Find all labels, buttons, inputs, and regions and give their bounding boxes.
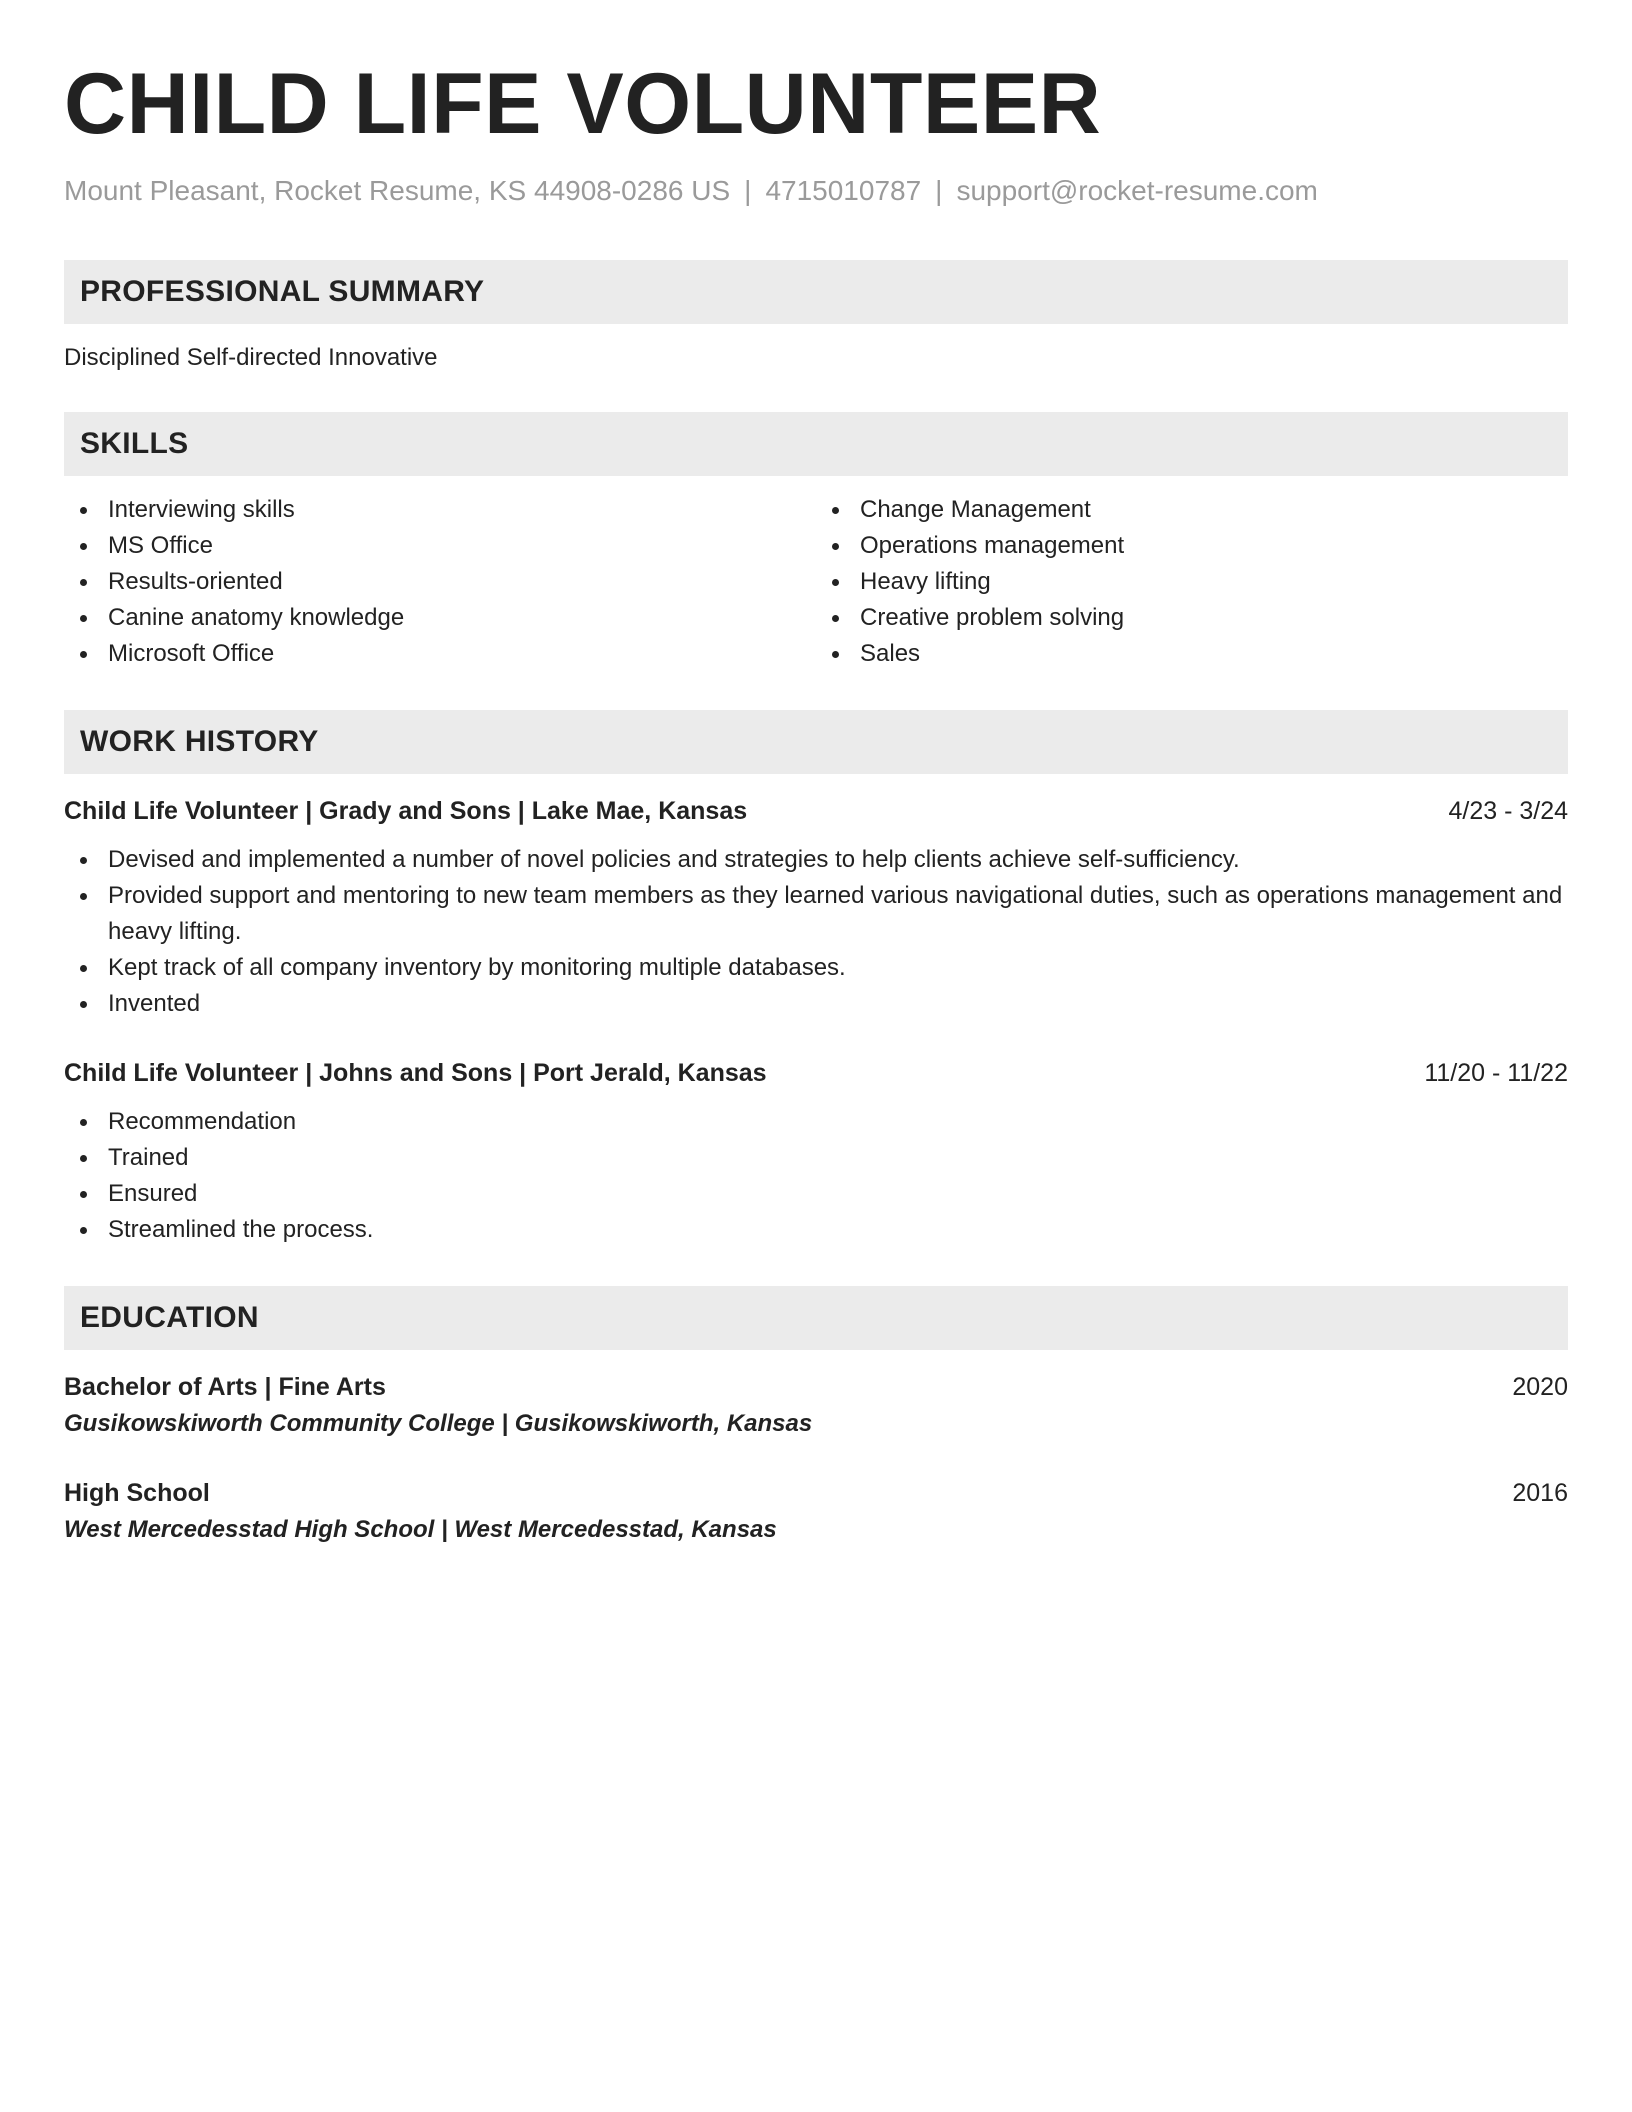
skill-item: Heavy lifting: [816, 564, 1568, 600]
skill-item: Interviewing skills: [64, 492, 816, 528]
education-entry: [64, 1370, 1568, 1442]
summary-text: Disciplined Self-directed Innovative: [64, 344, 438, 371]
graduation-year: 2020: [1512, 1373, 1568, 1401]
duty-item: Kept track of all company inventory by monitoring multiple databases.: [64, 950, 1568, 986]
school-name: West Mercedesstad High School | West Mercedesstad, Kansas: [64, 1516, 777, 1543]
contact-line: [64, 174, 1568, 208]
skill-item: Creative problem solving: [816, 600, 1568, 636]
education-section: [64, 1286, 1568, 1548]
duty-item: Ensured: [64, 1176, 1568, 1212]
duty-item: Invented: [64, 986, 1568, 1022]
skills-heading: SKILLS: [64, 412, 1568, 476]
skill-item: Change Management: [816, 492, 1568, 528]
skill-item: Microsoft Office: [64, 636, 816, 672]
duty-item: Recommendation: [64, 1104, 1568, 1140]
job-entry: [64, 794, 1568, 1022]
job-dates: 11/20 - 11/22: [1424, 1059, 1568, 1087]
work-history-section: [64, 710, 1568, 1248]
job-entry: [64, 1056, 1568, 1248]
education-heading: EDUCATION: [64, 1286, 1568, 1350]
job-dates: 4/23 - 3/24: [1448, 797, 1568, 825]
summary-section: [64, 260, 1568, 374]
degree: Bachelor of Arts | Fine Arts: [64, 1373, 386, 1401]
graduation-year: 2016: [1512, 1479, 1568, 1507]
duty-item: Trained: [64, 1140, 1568, 1176]
duty-item: Streamlined the process.: [64, 1212, 1568, 1248]
skill-item: Sales: [816, 636, 1568, 672]
job-duties: [64, 842, 1568, 1022]
summary-heading: PROFESSIONAL SUMMARY: [64, 260, 1568, 324]
job-title: Child Life Volunteer | Grady and Sons | Lake Mae, Kansas: [64, 797, 748, 825]
contact-separator: |: [935, 175, 943, 206]
skill-item: MS Office: [64, 528, 816, 564]
skill-item: Operations management: [816, 528, 1568, 564]
skill-item: Results-oriented: [64, 564, 816, 600]
contact-address: Mount Pleasant, Rocket Resume, KS 44908-0286 US: [64, 175, 731, 206]
skills-list-right: [816, 492, 1568, 672]
contact-phone: 4715010787: [765, 175, 922, 206]
skill-item: Canine anatomy knowledge: [64, 600, 816, 636]
work-history-heading: WORK HISTORY: [64, 710, 1568, 774]
job-duties: [64, 1104, 1568, 1248]
education-entry: [64, 1476, 1568, 1548]
job-title: Child Life Volunteer | Johns and Sons | Port Jerald, Kansas: [64, 1059, 767, 1087]
skills-list-left: [64, 492, 816, 672]
school-name: Gusikowskiworth Community College | Gusikowskiworth, Kansas: [64, 1410, 813, 1437]
candidate-name: CHILD LIFE VOLUNTEER: [64, 56, 1102, 152]
contact-separator: |: [744, 175, 752, 206]
contact-email: support@rocket-resume.com: [956, 175, 1318, 206]
skills-section: [64, 412, 1568, 672]
duty-item: Provided support and mentoring to new team members as they learned various navigational duties, such as operations management and heavy lifting.: [64, 878, 1568, 950]
duty-item: Devised and implemented a number of novel policies and strategies to help clients achieve self-sufficiency.: [64, 842, 1568, 878]
degree: High School: [64, 1479, 210, 1507]
skills-grid: [64, 492, 1568, 672]
